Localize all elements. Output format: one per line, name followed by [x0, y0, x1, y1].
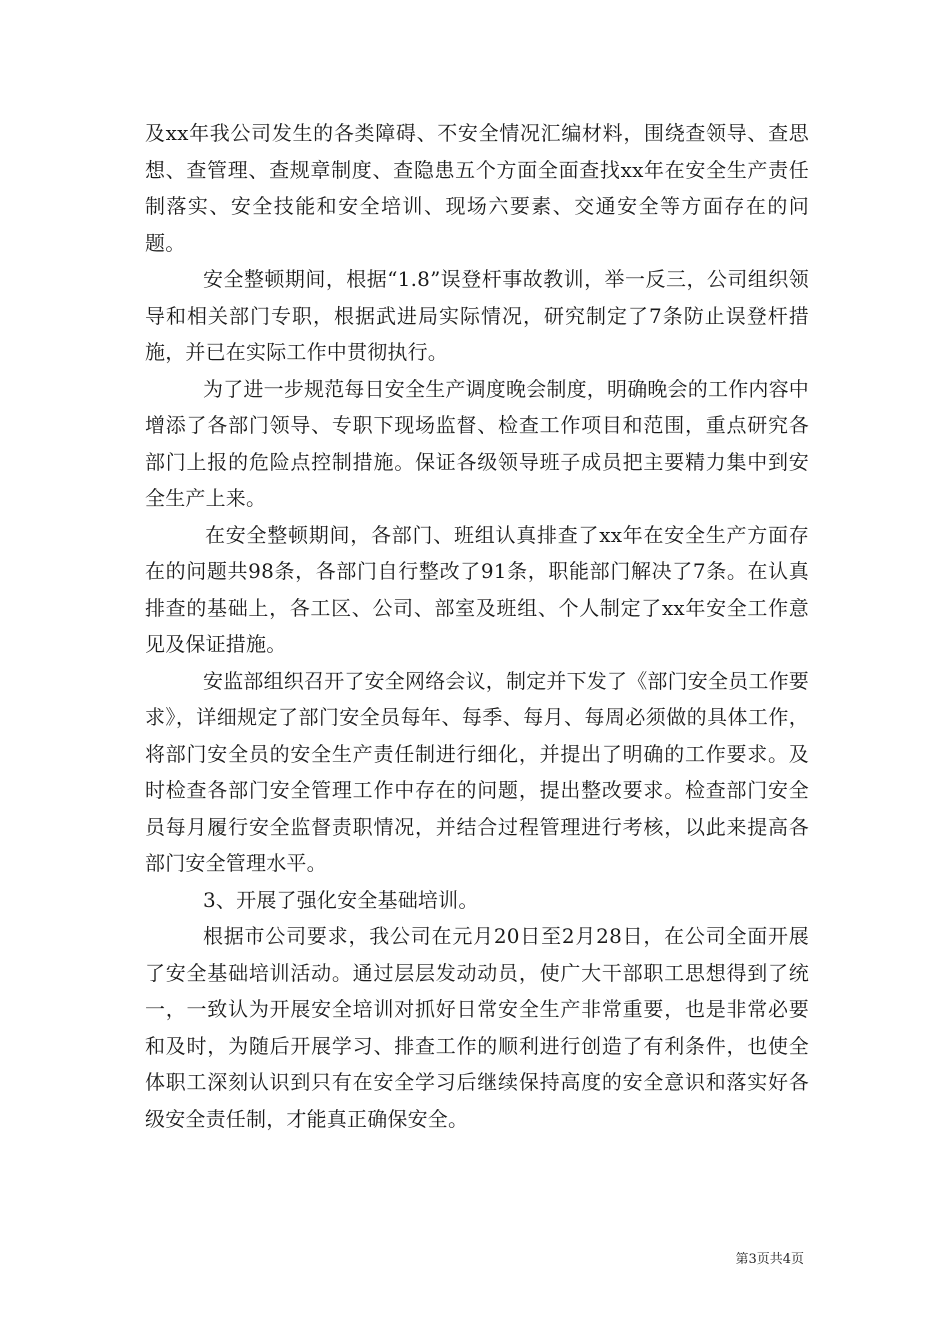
- page-number-footer: 第3页共4页: [735, 1252, 804, 1267]
- paragraph-1: 及xx年我公司发生的各类障碍、不安全情况汇编材料，围绕查领导、查思想、查管理、查规章制度、查隐患五个方面全面查找xx年在安全生产责任制落实、安全技能和安全培训、现场六要素、交通安全等方面存在的问题。: [145, 121, 809, 255]
- document-body: [145, 115, 809, 1137]
- paragraph-4: 在安全整顿期间，各部门、班组认真排查了xx年在安全生产方面存在的问题共98条，各部门自行整改了91条，职能部门解决了7条。在认真排查的基础上，各工区、公司、部室及班组、个人制定了xx年安全工作意见及保证措施。: [145, 522, 809, 656]
- paragraph-6: 根据市公司要求，我公司在元月20日至2月28日，在公司全面开展了安全基础培训活动。通过层层发动动员，使广大干部职工思想得到了统一，一致认为开展安全培训对抓好日常安全生产非常重要，也是非常必要和及时，为随后开展学习、排查工作的顺利进行创造了有利条件，也使全体职工深刻认识到只有在安全学习后继续保持高度的安全意识和落实好各级安全责任制，才能真正确保安全。: [145, 924, 809, 1131]
- section-heading: 3、开展了强化安全基础培训。: [203, 887, 479, 912]
- paragraph-2: 安全整顿期间，根据“1.8”误登杆事故教训，举一反三，公司组织领导和相关部门专职，根据武进局实际情况，研究制定了7条防止误登杆措施，并已在实际工作中贯彻执行。: [145, 267, 809, 364]
- paragraph-5: 安监部组织召开了安全网络会议，制定并下发了《部门安全员工作要求》，详细规定了部门安全员每年、每季、每月、每周必须做的具体工作，将部门安全员的安全生产责任制进行细化，并提出了明确的工作要求。及时检查各部门安全管理工作中存在的问题，提出整改要求。检查部门安全员每月履行安全监督责职情况，并结合过程管理进行考核，以此来提高各部门安全管理水平。: [145, 668, 809, 875]
- paragraph-3: 为了进一步规范每日安全生产调度晚会制度，明确晚会的工作内容中增添了各部门领导、专职下现场监督、检查工作项目和范围，重点研究各部门上报的危险点控制措施。保证各级领导班子成员把主要精力集中到安全生产上来。: [145, 376, 809, 510]
